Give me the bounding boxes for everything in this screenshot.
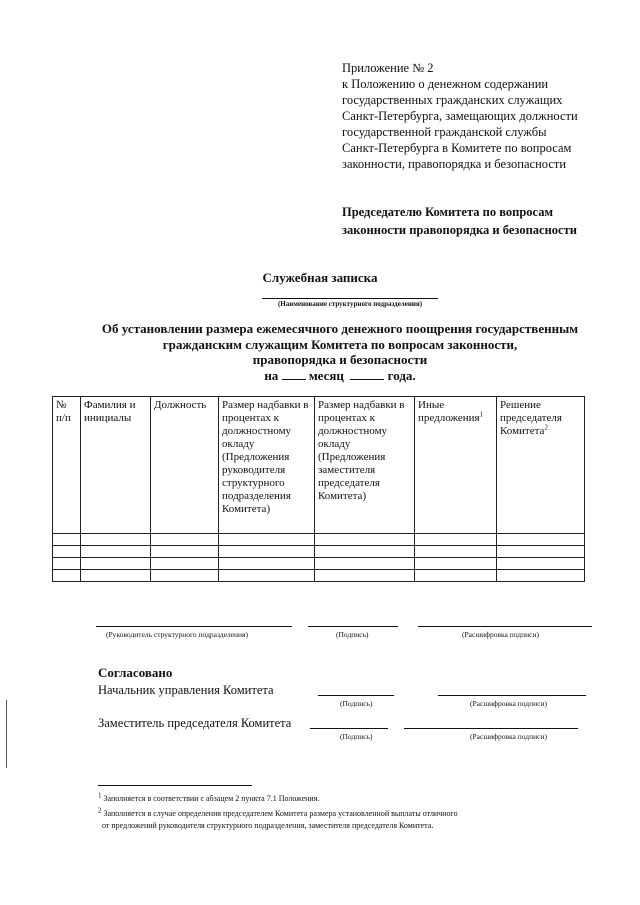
appendix-line: Санкт-Петербурга, замещающих должности bbox=[342, 109, 578, 123]
appendix-line: Приложение № 2 bbox=[342, 61, 434, 75]
table-cell[interactable] bbox=[315, 570, 415, 582]
appendix-line: законности, правопорядка и безопасности bbox=[342, 157, 567, 171]
table-cell[interactable] bbox=[497, 534, 585, 546]
appendix-line: государственной гражданской службы bbox=[342, 125, 547, 139]
subject-line: Об установлении размера ежемесячного денежного поощрения государственным bbox=[101, 321, 579, 336]
footnote-ref-1: 1 bbox=[479, 410, 484, 419]
table-cell[interactable] bbox=[151, 570, 219, 582]
unit-name-line bbox=[262, 298, 438, 299]
table-cell[interactable] bbox=[219, 570, 315, 582]
appendix-line: Санкт-Петербурга в Комитете по вопросам bbox=[342, 141, 572, 155]
subject-period-line bbox=[60, 368, 620, 384]
deputy-decode-hint: (Расшифровка подписи) bbox=[470, 732, 547, 741]
chief-signature-hint: (Подпись) bbox=[340, 699, 373, 708]
unit-name-hint: (Наименование структурного подразделения) bbox=[277, 300, 423, 308]
table-cell[interactable] bbox=[151, 558, 219, 570]
chief-decode-hint: (Расшифровка подписи) bbox=[470, 699, 547, 708]
table-cell[interactable] bbox=[53, 546, 81, 558]
header-number: № п/п bbox=[53, 397, 81, 534]
table-cell[interactable] bbox=[497, 546, 585, 558]
table-cell[interactable] bbox=[53, 534, 81, 546]
header-head-proposal: Размер надбавки в процентах к должностному окладу (Предложения руководителя структурного подразделения Комитета) bbox=[219, 397, 315, 534]
period-prefix: на bbox=[264, 367, 279, 383]
table-cell[interactable] bbox=[219, 534, 315, 546]
table-cell[interactable] bbox=[415, 570, 497, 582]
bonus-table bbox=[52, 396, 585, 582]
head-of-unit-line bbox=[96, 626, 292, 627]
table-cell[interactable] bbox=[151, 546, 219, 558]
table-cell[interactable] bbox=[415, 534, 497, 546]
appendix-block bbox=[342, 60, 632, 172]
table-cell[interactable] bbox=[497, 570, 585, 582]
deputy-signature-line bbox=[310, 728, 388, 729]
table-cell[interactable] bbox=[81, 570, 151, 582]
table-cell[interactable] bbox=[415, 546, 497, 558]
table-cell[interactable] bbox=[81, 558, 151, 570]
appendix-line: государственных гражданских служащих bbox=[342, 93, 563, 107]
month-blank bbox=[282, 368, 306, 380]
header-other-proposals: Иные предложения$^1$ bbox=[415, 397, 497, 534]
scan-margin-mark bbox=[6, 700, 7, 768]
deputy-decode-line bbox=[404, 728, 578, 729]
subject-heading bbox=[60, 321, 620, 383]
year-blank bbox=[350, 368, 384, 380]
header-name: Фамилия и инициалы bbox=[81, 397, 151, 534]
table-header-row bbox=[53, 397, 585, 534]
appendix-line: к Положению о денежном содержании bbox=[342, 77, 549, 91]
table-cell[interactable] bbox=[315, 534, 415, 546]
subject-line: гражданским служащим Комитета по вопросам законности, bbox=[162, 336, 518, 352]
table-row bbox=[53, 534, 585, 546]
table-cell[interactable] bbox=[53, 570, 81, 582]
table-cell[interactable] bbox=[315, 546, 415, 558]
footnote-1: $^1$ Заполняется в соответствии с абзацем 2 пункта 7.1 Положения. bbox=[98, 791, 320, 803]
addressee-block bbox=[342, 203, 632, 239]
footnote-2: $^2$ Заполняется в случае определения председателем Комитета размера установленной выплаты отличного bbox=[98, 806, 458, 818]
table-cell[interactable] bbox=[151, 534, 219, 546]
chief-decode-line bbox=[438, 695, 586, 696]
deputy-signature-hint: (Подпись) bbox=[340, 732, 373, 741]
memo-title: Служебная записка bbox=[262, 270, 378, 285]
footnote-ref-2: 2 bbox=[544, 423, 548, 432]
table-cell[interactable] bbox=[315, 558, 415, 570]
addressee-line: законности правопорядка и безопасности bbox=[342, 223, 577, 237]
table-cell[interactable] bbox=[219, 546, 315, 558]
footnote-2-continuation: от предложений руководителя структурного подразделения, заместителя председателя Комитета. bbox=[102, 821, 434, 830]
period-year-label: года. bbox=[387, 367, 416, 383]
header-chairman-decision: Решение председателя Комитета$^2$ bbox=[497, 397, 585, 534]
agreed-heading: Согласовано bbox=[98, 665, 173, 680]
head-signature-line bbox=[308, 626, 398, 627]
table-cell[interactable] bbox=[497, 558, 585, 570]
table-cell[interactable] bbox=[81, 546, 151, 558]
period-month-label: месяц bbox=[308, 367, 344, 383]
chief-signature-line bbox=[318, 695, 394, 696]
table-cell[interactable] bbox=[81, 534, 151, 546]
head-of-unit-hint: (Руководитель структурного подразделения) bbox=[106, 630, 248, 639]
table-row bbox=[53, 570, 585, 582]
subject-line: правопорядка и безопасности bbox=[252, 352, 428, 367]
signature-hint: (Подпись) bbox=[336, 630, 369, 639]
header-deputy-proposal: Размер надбавки в процентах к должностному окладу (Предложения заместителя председателя Комитета) bbox=[315, 397, 415, 534]
head-decode-line bbox=[418, 626, 592, 627]
table-row bbox=[53, 546, 585, 558]
table-row bbox=[53, 558, 585, 570]
decode-hint: (Расшифровка подписи) bbox=[462, 630, 539, 639]
footnote-separator bbox=[98, 785, 252, 786]
table-cell[interactable] bbox=[415, 558, 497, 570]
table-cell[interactable] bbox=[219, 558, 315, 570]
footnotes-block bbox=[98, 793, 618, 832]
addressee-line: Председателю Комитета по вопросам bbox=[342, 205, 553, 219]
table-cell[interactable] bbox=[53, 558, 81, 570]
chief-label: Начальник управления Комитета bbox=[98, 683, 274, 697]
deputy-label: Заместитель председателя Комитета bbox=[98, 716, 292, 730]
header-position: Должность bbox=[151, 397, 219, 534]
